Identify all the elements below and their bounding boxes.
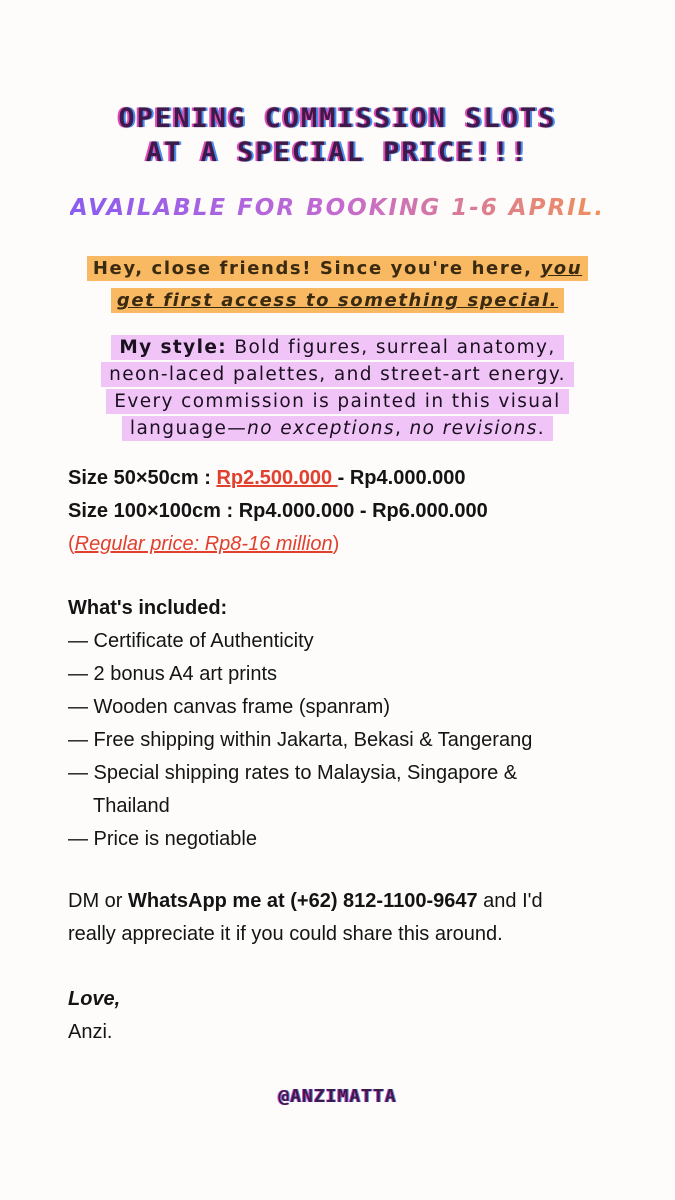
price-list — [68, 462, 628, 561]
size-50-max-price: - Rp4.000.000 — [337, 467, 466, 489]
list-item: — 2 bonus A4 art prints — [68, 663, 278, 685]
size-50-label: Size 50×50cm : — [68, 467, 217, 489]
price-size-50 — [68, 462, 628, 495]
intro-line-1 — [87, 256, 588, 281]
list-item: — Wooden canvas frame (spanram) — [68, 696, 390, 718]
style-line-1-text: Bold figures, surreal anatomy, — [227, 337, 556, 358]
size-100-label: Size 100×100cm : — [68, 500, 239, 522]
style-no-exceptions: no exceptions — [247, 418, 395, 439]
list-item: — Price is negotiable — [68, 828, 257, 850]
list-item: — Free shipping within Jakarta, Bekasi & Tangerang — [68, 729, 533, 751]
regular-price-text: Regular price: Rp8-16 million — [74, 533, 333, 555]
intro-highlight — [0, 253, 675, 317]
list-item: — Certificate of Authenticity — [68, 630, 314, 652]
regular-price-note — [68, 528, 628, 561]
size-100-price-range: Rp4.000.000 - Rp6.000.000 — [238, 500, 488, 522]
whatsapp-number: WhatsApp me at (+62) 812-1100-9647 — [128, 890, 478, 912]
title-line-2: AT A SPECIAL PRICE!!! — [145, 137, 530, 168]
style-line-2: neon-laced palettes, and street-art energy. — [101, 362, 574, 387]
style-line-4-text: language— — [129, 418, 248, 439]
page-title — [0, 102, 675, 170]
signoff — [68, 983, 628, 1049]
included-list — [68, 592, 628, 856]
price-size-100 — [68, 495, 628, 528]
intro-underlined-text: you — [540, 258, 583, 279]
title-line-1: OPENING COMMISSION SLOTS — [118, 103, 557, 134]
list-item-continuation: Thailand — [93, 795, 170, 817]
included-heading: What's included: — [68, 597, 228, 619]
list-item: — Special shipping rates to Malaysia, Singapore & — [68, 762, 518, 784]
regular-close-paren: ) — [332, 533, 340, 555]
intro-line-2: get first access to something special. — [111, 288, 564, 313]
style-highlight — [0, 334, 675, 442]
booking-subtitle — [0, 195, 675, 221]
contact-prefix: DM or — [68, 890, 128, 912]
style-line-1 — [111, 335, 563, 360]
style-line-4 — [122, 416, 553, 441]
size-50-special-price: Rp2.500.000 — [216, 467, 338, 489]
contact-line-2: really appreciate it if you could share this around. — [68, 923, 503, 945]
contact-info — [68, 885, 628, 951]
booking-subtitle-text: AVAILABLE FOR BOOKING 1-6 APRIL. — [69, 195, 606, 221]
contact-suffix: and I'd — [477, 890, 543, 912]
style-separator: , — [394, 418, 410, 439]
regular-open-paren: ( — [68, 533, 75, 555]
intro-text: Hey, close friends! Since you're here, — [92, 258, 541, 279]
style-period: . — [537, 418, 546, 439]
style-label: My style: — [119, 337, 228, 358]
signoff-name: Anzi. — [68, 1021, 113, 1043]
signoff-love: Love, — [68, 988, 121, 1010]
social-handle: @ANZIMATTA — [278, 1086, 397, 1107]
contact-line-1 — [68, 885, 628, 918]
style-no-revisions: no revisions — [409, 418, 538, 439]
style-line-3: Every commission is painted in this visual — [106, 389, 568, 414]
